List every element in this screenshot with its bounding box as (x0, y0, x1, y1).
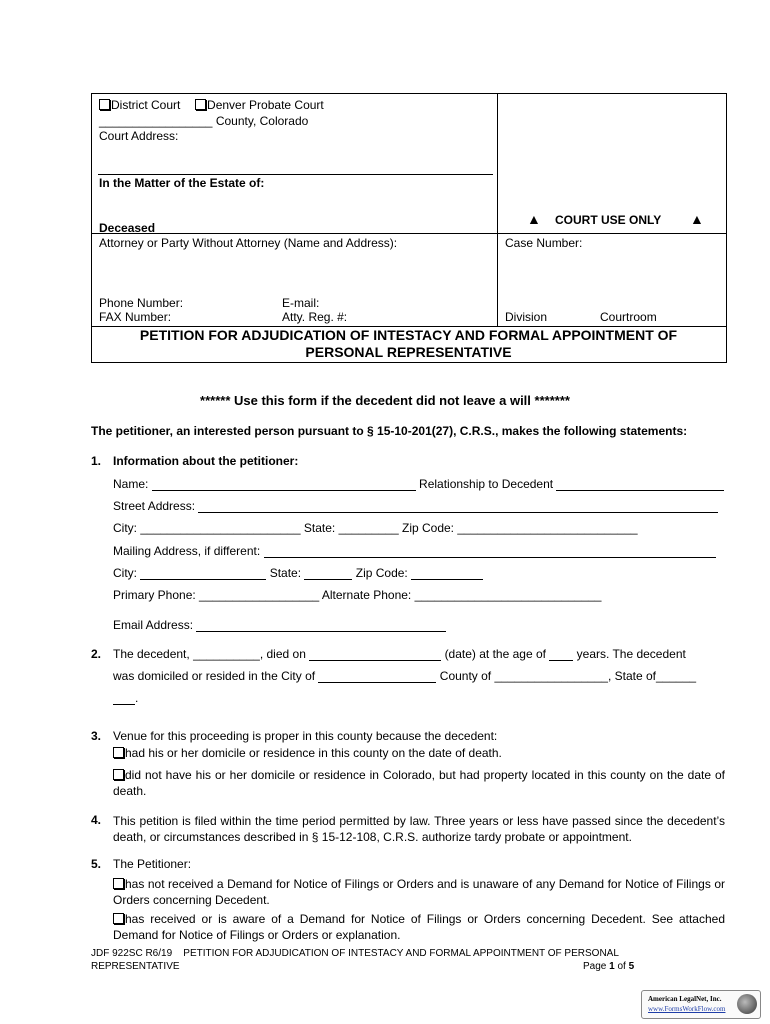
city2-label: City: (113, 566, 137, 580)
section-2-number: 2. (91, 647, 102, 661)
denver-probate-label: Denver Probate Court (207, 98, 324, 112)
zip2-field[interactable] (411, 567, 483, 580)
state-field[interactable]: _________ (338, 521, 399, 535)
matter-rule (98, 174, 493, 175)
decedent-name-field[interactable]: __________ (193, 647, 260, 661)
attorney-label: Attorney or Party Without Attorney (Name and Address): (99, 236, 398, 250)
court-use-only-label: COURT USE ONLY (555, 213, 662, 227)
age-field[interactable] (549, 648, 573, 661)
period-label: . (135, 691, 139, 705)
phone-label: Phone Number: (99, 296, 184, 310)
petitioner-lead: The Petitioner: (113, 857, 192, 871)
demand-option-2 (113, 911, 725, 943)
alternate-phone-field[interactable]: ____________________________ (414, 588, 602, 602)
mailing-label: Mailing Address, if different: (113, 544, 261, 558)
domicile-county-field[interactable]: _________________ (494, 669, 608, 683)
domicile-state-field[interactable]: ______ (656, 669, 697, 683)
court-address-label: Court Address: (99, 129, 179, 143)
triangle-left-icon: ▲ (527, 211, 541, 227)
demand-option-1-checkbox[interactable] (113, 878, 124, 889)
primary-phone-label: Primary Phone: (113, 588, 196, 602)
notice-line: ****** Use this form if the decedent did not leave a will ******* (200, 393, 570, 408)
district-court-label: District Court (111, 98, 181, 112)
city-field[interactable]: ________________________ (140, 521, 301, 535)
email-address-label: Email Address: (113, 618, 194, 632)
email-row (113, 618, 446, 632)
american-legalnet-badge[interactable] (641, 990, 761, 1019)
page-prefix: Page (583, 961, 610, 972)
county-label: County, Colorado (215, 114, 309, 128)
death-date-field[interactable] (309, 648, 441, 661)
state-label: State: (303, 521, 336, 535)
demand-option-1 (113, 876, 725, 908)
street-field[interactable] (198, 500, 718, 513)
division-label: Division (505, 310, 548, 324)
intro-text: The petitioner, an interested person pursuant to § 15-10-201(27), C.R.S., makes the following statements: (91, 424, 688, 438)
phone-row (113, 588, 601, 602)
years-label: years. The decedent (576, 647, 686, 661)
form-title-line2: PERSONAL REPRESENTATIVE (305, 344, 512, 360)
deceased-label: Deceased (99, 221, 156, 235)
fax-label: FAX Number: (99, 310, 172, 324)
demand-option-2-text: has received or is aware of a Demand for Notice of Filings or Orders concerning Decedent. See attached Demand for Notice of Filings or Orders or explanation. (113, 912, 725, 942)
badge-logo-icon (737, 994, 757, 1014)
venue-option-2 (113, 767, 725, 799)
decedent-row (113, 647, 686, 661)
footer-page (583, 961, 634, 972)
footer-title-line2: REPRESENTATIVE (91, 961, 180, 972)
email-label: E-mail: (282, 296, 320, 310)
demand-option-2-checkbox[interactable] (113, 913, 124, 924)
venue-option-2-text: did not have his or her domicile or residence in Colorado, but had property located in this county on the date of death. (113, 768, 725, 798)
mailing-field[interactable] (264, 545, 716, 558)
county-of-label: County of (439, 669, 492, 683)
domicile-city-label: was domiciled or resided in the City of (113, 669, 316, 683)
name-field[interactable] (152, 478, 416, 491)
age-label: (date) at the age of (444, 647, 546, 661)
form-title-line1: PETITION FOR ADJUDICATION OF INTESTACY AND FORMAL APPOINTMENT OF (139, 327, 678, 343)
venue-lead: Venue for this proceeding is proper in this county because the decedent: (113, 729, 498, 743)
footer-line1 (91, 948, 619, 959)
court-select-row (99, 98, 324, 112)
page-of: of (614, 961, 629, 972)
decedent-label: The decedent, (113, 647, 190, 661)
page-number: 1 (609, 961, 615, 972)
county-row (99, 114, 308, 128)
primary-phone-field[interactable]: __________________ (199, 588, 320, 602)
demand-option-1-text: has not received a Demand for Notice of Filings or Orders and is unaware of any Demand for Notice of Filings or Orders concerning Decedent. (113, 877, 725, 907)
state2-field[interactable] (304, 567, 352, 580)
domicile-row (113, 669, 696, 683)
alternate-phone-label: Alternate Phone: (321, 588, 412, 602)
venue-option-1-text: had his or her domicile or residence in this county on the date of death. (125, 746, 502, 760)
footer-title: PETITION FOR ADJUDICATION OF INTESTACY AND FORMAL APPOINTMENT OF PERSONAL (183, 948, 619, 959)
form-title (91, 327, 726, 361)
city2-row (113, 566, 483, 580)
county-field[interactable]: _________________ (99, 114, 213, 128)
case-number-label: Case Number: (505, 236, 583, 250)
zip2-label: Zip Code: (355, 566, 408, 580)
badge-line2[interactable]: www.FormsWorkFlow.com (648, 1005, 726, 1013)
street-label: Street Address: (113, 499, 196, 513)
domicile-city-field[interactable] (318, 670, 436, 683)
email-address-field[interactable] (196, 619, 446, 632)
mailing-row (113, 544, 716, 558)
state2-label: State: (269, 566, 302, 580)
section-1-heading: Information about the petitioner: (113, 454, 299, 468)
domicile-state-field-cont[interactable] (113, 692, 135, 705)
venue-option-2-checkbox[interactable] (113, 769, 124, 780)
footer-form-id: JDF 922SC R6/19 (91, 948, 173, 959)
died-on-label: , died on (259, 647, 306, 661)
name-row (113, 477, 724, 491)
section-1-number: 1. (91, 454, 102, 468)
venue-option-1 (113, 745, 725, 761)
badge-line1: American LegalNet, Inc. (648, 995, 722, 1003)
city-row (113, 521, 638, 535)
caption-divider-vertical (497, 93, 498, 326)
city2-field[interactable] (140, 567, 266, 580)
triangle-right-icon: ▲ (690, 211, 704, 227)
city-label: City: (113, 521, 137, 535)
caption-divider-top (497, 233, 726, 234)
domicile-state-continuation (113, 691, 138, 705)
denver-probate-checkbox[interactable] (195, 99, 206, 110)
relationship-label: Relationship to Decedent (419, 477, 554, 491)
zip-field[interactable]: ___________________________ (457, 521, 638, 535)
courtroom-label: Courtroom (600, 310, 657, 324)
matter-label: In the Matter of the Estate of: (99, 176, 265, 190)
venue-option-1-checkbox[interactable] (113, 747, 124, 758)
relationship-field[interactable] (556, 478, 724, 491)
section-4-number: 4. (91, 813, 102, 827)
zip-label: Zip Code: (401, 521, 455, 535)
atty-reg-label: Atty. Reg. #: (282, 310, 348, 324)
page-total: 5 (628, 961, 635, 972)
timeliness-text: This petition is filed within the time period permitted by law. Three years or less have passed since the decedent’s death, or circumstances described in § 15-12-108, C.R.S. authorize tardy probate or appointment. (113, 814, 725, 844)
district-court-checkbox[interactable] (99, 99, 110, 110)
state-of-label: , State of (607, 669, 656, 683)
section-3-number: 3. (91, 729, 102, 743)
section-5-number: 5. (91, 857, 102, 871)
street-row (113, 499, 718, 513)
name-label: Name: (113, 477, 149, 491)
